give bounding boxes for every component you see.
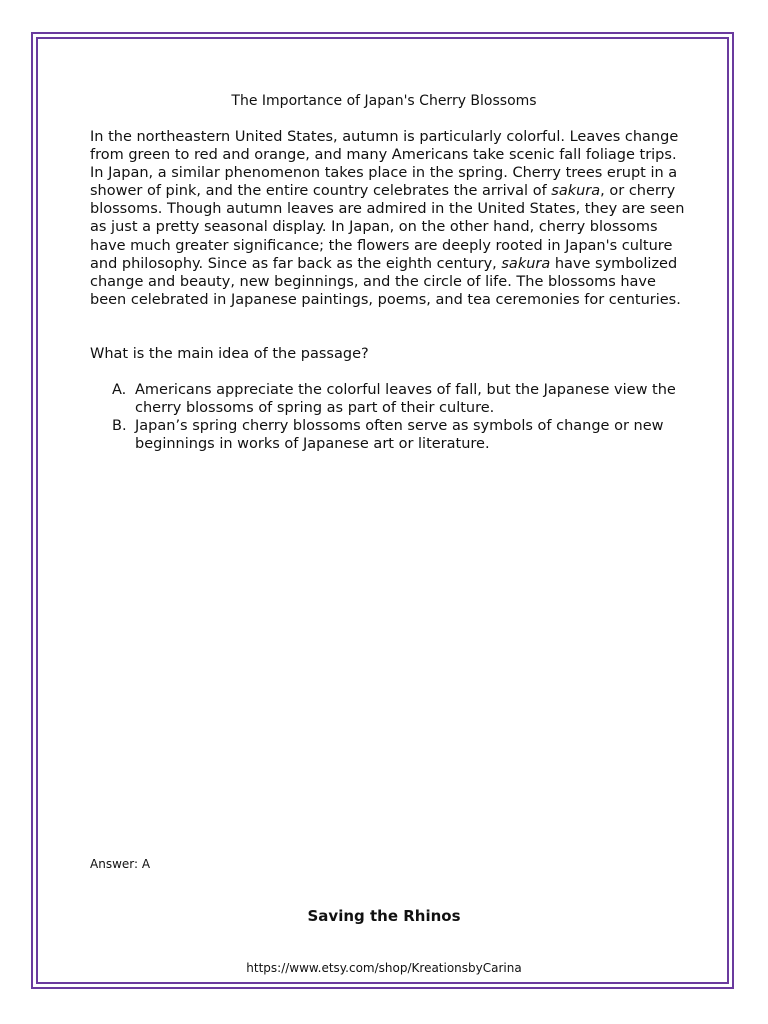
option-a-text: Americans appreciate the colorful leaves of fall, but the Japanese view the cherry blossoms of spring as part of their culture. xyxy=(135,382,676,417)
passage-text xyxy=(90,128,690,309)
answer-key: Answer: A xyxy=(90,857,151,871)
passage-italic-sakura-1: sakura xyxy=(551,183,601,200)
footer-url: https://www.etsy.com/shop/KreationsbyCarina xyxy=(246,961,522,975)
passage-italic-sakura-2: sakura xyxy=(501,255,551,272)
passage-title: The Importance of Japan's Cherry Blossoms xyxy=(231,93,537,109)
option-b-text: Japan’s spring cherry blossoms often serve as symbols of change or new beginnings in works of Japanese art or literature. xyxy=(135,418,664,453)
answer-options-list xyxy=(112,381,682,453)
footer-title: Saving the Rhinos xyxy=(307,907,461,925)
option-a-letter: A. xyxy=(112,382,127,398)
option-a xyxy=(112,381,682,417)
option-b xyxy=(112,417,682,453)
passage-part-3: have symbolized change and beauty, new beginnings, and the circle of life. The blossoms have been celebrated in Japanese paintings, poems, and tea ceremonies for centuries. xyxy=(90,255,681,308)
passage-part-1: In the northeastern United States, autumn is particularly colorful. Leaves change from green to red and orange, and many Americans take scenic fall foliage trips. In Japan, a similar phenomenon takes place in the spring. Cherry trees erupt in a shower of pink, and the entire country celebrates the arrival of xyxy=(90,129,679,200)
option-b-letter: B. xyxy=(112,418,127,435)
passage-part-2: , or cherry blossoms. Though autumn leaves are admired in the United States, they are seen as just a pretty seasonal display. In Japan, on the other hand, cherry blossoms have much greater significance; the flowers are deeply rooted in Japan's culture and philosophy. Since as far back as the eighth century, xyxy=(90,183,685,272)
question-text: What is the main idea of the passage? xyxy=(90,346,369,362)
